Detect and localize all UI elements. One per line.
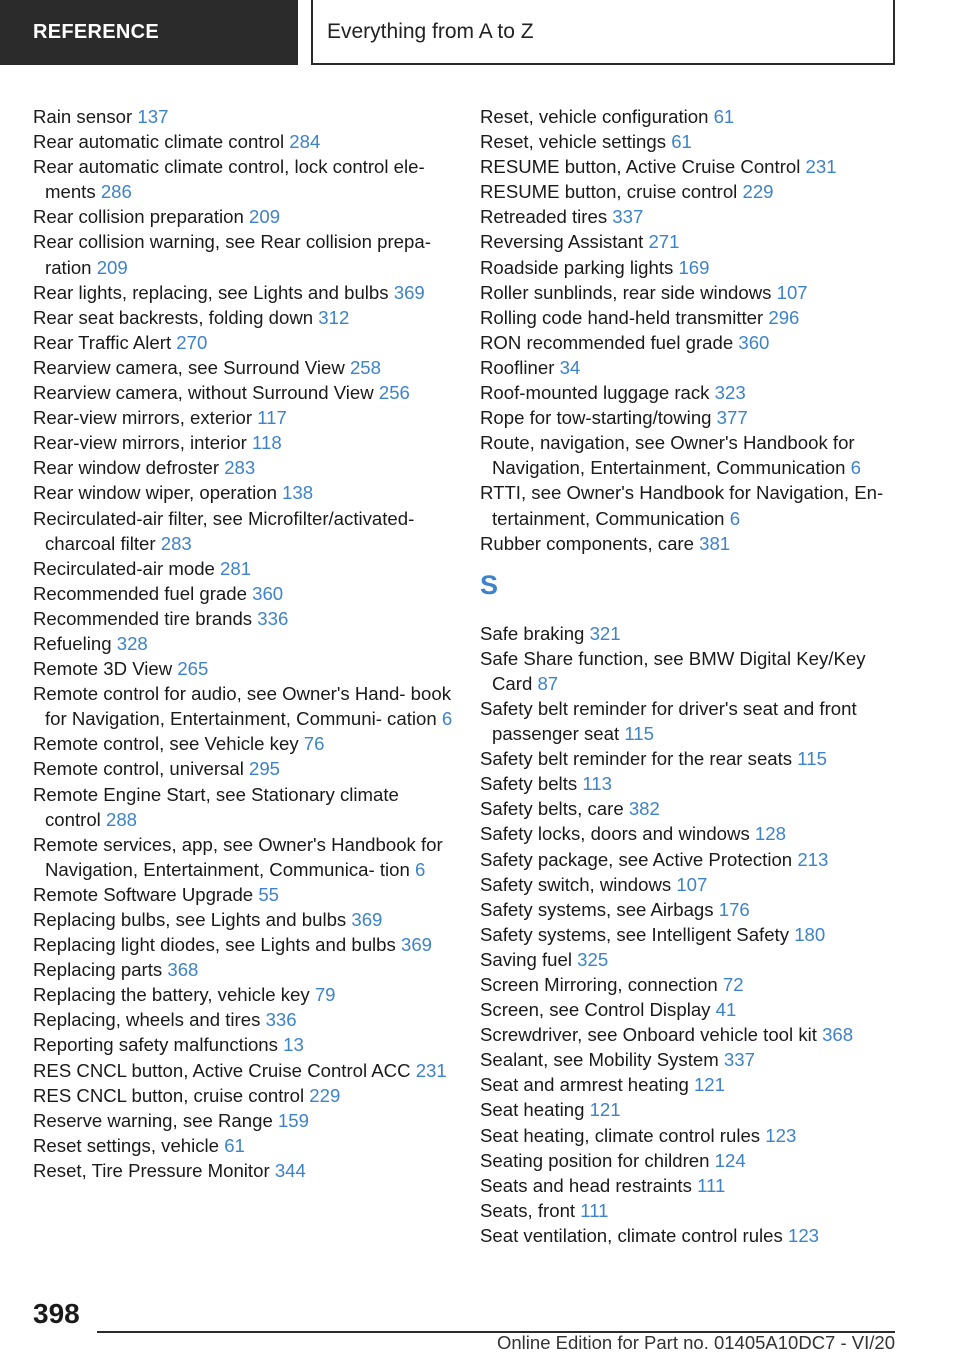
entry-text: Remote control for audio, see Owner's Hand‐ book for Navigation, Entertainment, Communi‐ cation [33, 683, 451, 730]
index-entry [480, 922, 900, 947]
index-entry [33, 631, 453, 656]
index-entry [480, 179, 900, 204]
page-link[interactable]: 61 [224, 1134, 245, 1156]
index-entry [480, 897, 900, 922]
entry-text: Safety systems, see Airbags [480, 898, 719, 920]
entry-text: Retreaded tires [480, 206, 613, 228]
page-number: 398 [33, 1298, 80, 1329]
entry-text: Roof-mounted luggage rack [480, 382, 715, 404]
index-entry [480, 229, 900, 254]
entry-text: Screwdriver, see Onboard vehicle tool kit [480, 1024, 823, 1046]
entry-text: Replacing parts [33, 959, 168, 981]
page-link[interactable]: 336 [257, 607, 289, 629]
page-link[interactable]: 369 [351, 909, 383, 930]
entry-text: Safety switch, windows [480, 873, 677, 895]
page-link[interactable]: 312 [318, 306, 350, 328]
index-entry [33, 355, 453, 380]
entry-text: Screen Mirroring, connection [480, 974, 723, 995]
entry-text: RES CNCL button, cruise control [33, 1084, 310, 1106]
page-link[interactable]: 41 [715, 999, 737, 1021]
page-link[interactable]: 137 [137, 106, 169, 127]
page-link[interactable]: 123 [787, 1224, 820, 1246]
entry-text: RESUME button, Active Cruise Control [480, 156, 806, 178]
index-entry [33, 782, 453, 832]
index-entry [33, 1108, 453, 1133]
page-link[interactable]: 115 [624, 723, 654, 745]
entry-text: Reserve warning, see Range [33, 1109, 278, 1131]
entry-text: Safety belts [480, 773, 583, 795]
page-link[interactable]: 113 [582, 773, 612, 795]
page-link[interactable]: 344 [274, 1159, 306, 1181]
index-entry [33, 882, 453, 907]
entry-text: Safety systems, see Intelligent Safety [480, 923, 795, 945]
page-link[interactable]: 209 [249, 206, 281, 228]
entry-text: Seats and head restraints [480, 1174, 698, 1196]
entry-text: Reset, vehicle settings [480, 131, 672, 153]
page-link[interactable]: 323 [714, 382, 746, 404]
index-entry [480, 255, 900, 280]
index-entry [480, 405, 900, 430]
index-entry [480, 997, 900, 1022]
entry-text: Safety belts, care [480, 798, 629, 820]
index-entry [33, 1058, 453, 1083]
page-link[interactable]: 117 [257, 407, 287, 429]
entry-text: Recirculated-air mode [33, 557, 221, 579]
entry-text: Reset, vehicle configuration [480, 106, 714, 127]
page-link[interactable]: 321 [589, 622, 621, 644]
entry-text: Rear collision preparation [33, 206, 250, 228]
chapter-header [311, 0, 895, 65]
entry-text: Recommended tire brands [33, 607, 258, 629]
entry-text: Rolling code hand-held transmitter [480, 306, 769, 328]
index-entry [33, 204, 453, 229]
index-entry [480, 847, 900, 872]
entry-text: Seating position for children [480, 1149, 715, 1171]
page-link[interactable]: 6 [729, 507, 741, 529]
index-entry [480, 1148, 900, 1173]
page-link[interactable]: 360 [738, 331, 770, 353]
index-entry [33, 957, 453, 982]
section-tab [0, 0, 298, 65]
index-entry [33, 1007, 453, 1032]
index-entry [33, 731, 453, 756]
entry-text: Rear collision warning, see Rear collision prepa‐ ration [33, 231, 431, 278]
page-link[interactable]: 369 [393, 281, 425, 303]
page-link[interactable]: 382 [628, 798, 660, 820]
index-entry [480, 1123, 900, 1148]
page-link[interactable]: 55 [258, 883, 279, 905]
index-entry [33, 1083, 453, 1108]
page-link[interactable]: 258 [349, 356, 381, 378]
index-entry [480, 972, 900, 997]
page-link[interactable]: 283 [224, 457, 256, 479]
page-link[interactable]: 111 [580, 1199, 609, 1221]
index-entry [33, 330, 453, 355]
page-link[interactable]: 169 [678, 256, 710, 278]
index-group-s [480, 621, 900, 1248]
entry-text: Route, navigation, see Owner's Handbook for Navigation, Entertainment, Communication [480, 432, 855, 479]
page-link[interactable]: 72 [722, 974, 744, 995]
index-entry [480, 821, 900, 846]
page-link[interactable]: 256 [378, 382, 410, 404]
page-link[interactable]: 121 [589, 1099, 621, 1121]
page-link[interactable]: 6 [441, 708, 453, 730]
chapter-title: Everything from A to Z [327, 19, 534, 43]
page-link[interactable]: 337 [723, 1049, 755, 1071]
index-entry [480, 480, 900, 530]
index-entry [33, 982, 453, 1007]
index-entry [480, 204, 900, 229]
entry-text: Seat heating, climate control rules [480, 1124, 766, 1146]
index-entry [33, 455, 453, 480]
page-link[interactable]: 6 [414, 858, 426, 880]
page-link[interactable]: 337 [612, 206, 644, 228]
entry-text: Rear lights, replacing, see Lights and bulbs [33, 281, 394, 303]
page-link[interactable]: 360 [252, 582, 284, 604]
entry-text: Replacing bulbs, see Lights and bulbs [33, 909, 352, 930]
page-link[interactable]: 180 [794, 923, 826, 945]
entry-text: Safety locks, doors and windows [480, 823, 755, 845]
page-link[interactable]: 118 [252, 432, 282, 454]
index-entry [33, 681, 453, 731]
index-entry [33, 756, 453, 781]
entry-text: Safety belt reminder for driver's seat and front passenger seat [480, 697, 857, 745]
index-entry [480, 771, 900, 796]
entry-text: Replacing the battery, vehicle key [33, 984, 315, 1006]
entry-text: Rear window wiper, operation [33, 482, 283, 504]
index-entry [480, 621, 900, 646]
index-entry [33, 104, 453, 129]
entry-text: Safety belt reminder for the rear seats [480, 748, 798, 770]
entry-text: Remote 3D View [33, 658, 178, 680]
page-link[interactable]: 377 [716, 407, 748, 429]
page-link[interactable]: 121 [693, 1074, 725, 1096]
index-entry [33, 305, 453, 330]
page-link[interactable]: 229 [309, 1084, 341, 1106]
index-entry [480, 154, 900, 179]
index-entry [480, 1097, 900, 1122]
index-entry [33, 154, 453, 204]
page-link[interactable]: 115 [797, 748, 827, 770]
entry-text: Reset, Tire Pressure Monitor [33, 1159, 275, 1181]
page-link[interactable]: 111 [697, 1174, 726, 1196]
entry-text: Rearview camera, without Surround View [33, 382, 379, 404]
page-link[interactable]: 368 [822, 1024, 854, 1046]
entry-text: Reversing Assistant [480, 231, 649, 253]
index-entry [480, 1173, 900, 1198]
entry-text: Recommended fuel grade [33, 582, 253, 604]
index-entry [480, 380, 900, 405]
index-group-r [480, 104, 900, 556]
page-link[interactable]: 369 [401, 934, 433, 956]
entry-text: RON recommended fuel grade [480, 331, 739, 353]
entry-text: Roadside parking lights [480, 256, 679, 278]
page-link[interactable]: 283 [160, 532, 192, 554]
index-entry [33, 556, 453, 581]
index-entry [480, 1223, 900, 1248]
index-entry [33, 1158, 453, 1183]
entry-text: Rain sensor [33, 106, 138, 127]
page-link[interactable]: 231 [805, 156, 837, 178]
index-column-right [480, 104, 900, 1248]
page-link[interactable]: 288 [105, 808, 138, 830]
page-link[interactable]: 61 [671, 131, 692, 153]
page-link[interactable]: 381 [699, 532, 731, 554]
index-letter-heading: S [480, 569, 499, 600]
entry-text: Seat ventilation, climate control rules [480, 1224, 788, 1246]
index-entry [33, 1133, 453, 1158]
entry-text: Roofliner [480, 356, 560, 378]
page-link[interactable]: 231 [415, 1059, 447, 1081]
index-entry [480, 531, 900, 556]
index-entry [33, 405, 453, 430]
page-link[interactable]: 159 [277, 1109, 309, 1131]
page-link[interactable]: 296 [768, 306, 800, 328]
index-entry [33, 129, 453, 154]
page-link[interactable]: 13 [283, 1034, 304, 1056]
index-entry [480, 1198, 900, 1223]
index-entry [480, 947, 900, 972]
page-link[interactable]: 123 [765, 1124, 797, 1146]
index-entry [480, 430, 900, 480]
index-entry [33, 606, 453, 631]
entry-text: Rear window defroster [33, 457, 225, 479]
entry-text: Rear-view mirrors, interior [33, 432, 253, 454]
entry-text: Remote control, universal [33, 758, 249, 780]
entry-text: Remote control, see Vehicle key [33, 733, 304, 755]
entry-text: Seat heating [480, 1099, 590, 1121]
index-entry [33, 656, 453, 681]
entry-text: Saving fuel [480, 948, 578, 970]
index-entry [480, 1022, 900, 1047]
index-entry [480, 104, 900, 129]
page-link[interactable]: 138 [282, 482, 314, 504]
index-entry [33, 480, 453, 505]
page-link[interactable]: 213 [797, 848, 829, 870]
entry-text: Rear Traffic Alert [33, 331, 177, 353]
page-link[interactable]: 79 [314, 984, 336, 1006]
entry-text: Seat and armrest heating [480, 1074, 694, 1096]
entry-text: Rubber components, care [480, 532, 700, 554]
page-link[interactable]: 271 [648, 231, 680, 253]
page-link[interactable]: 336 [265, 1009, 297, 1031]
entry-text: Remote services, app, see Owner's Handbook for Navigation, Entertainment, Communica‐ tion [33, 833, 443, 880]
page-link[interactable]: 6 [850, 457, 861, 479]
page-link[interactable]: 107 [776, 281, 808, 303]
index-entry [480, 796, 900, 821]
page-link[interactable]: 281 [220, 557, 252, 579]
index-entry [480, 696, 900, 746]
page-link[interactable]: 368 [167, 959, 199, 981]
page-link[interactable]: 270 [176, 331, 208, 353]
section-label: REFERENCE [33, 21, 160, 43]
index-entry [480, 355, 900, 380]
entry-text: RES CNCL button, Active Cruise Control ACC [33, 1059, 416, 1081]
entry-text: Refueling [33, 632, 117, 654]
index-entry [33, 280, 453, 305]
index-entry [480, 305, 900, 330]
page-link[interactable]: 76 [303, 733, 325, 755]
entry-text: Recirculated-air filter, see Microfilter/activated- charcoal filter [33, 507, 415, 554]
index-entry [33, 1032, 453, 1057]
page-link[interactable]: 265 [177, 658, 209, 680]
entry-text: Safe Share function, see BMW Digital Key/Key Card [480, 647, 866, 694]
entry-text: Rearview camera, see Surround View [33, 356, 350, 378]
entry-text: Rear automatic climate control, lock control ele‐ ments [33, 156, 425, 203]
index-entry [33, 506, 453, 556]
page-link[interactable]: 286 [100, 181, 132, 203]
page-link[interactable]: 124 [714, 1149, 746, 1171]
index-entry [480, 872, 900, 897]
index-entry [33, 932, 453, 957]
index-entry [33, 832, 453, 882]
entry-text: RESUME button, cruise control [480, 181, 743, 203]
entry-text: Rear-view mirrors, exterior [33, 407, 258, 429]
index-entry [480, 129, 900, 154]
index-entry [33, 229, 453, 279]
index-entry [480, 1072, 900, 1097]
page-link[interactable]: 34 [559, 356, 581, 378]
page-link[interactable]: 61 [713, 106, 735, 127]
page-link[interactable]: 176 [718, 898, 750, 920]
page-link[interactable]: 328 [116, 632, 148, 654]
page-link[interactable]: 295 [249, 758, 281, 780]
index-entry [480, 330, 900, 355]
page-link[interactable]: 284 [289, 131, 321, 153]
page-link[interactable]: 229 [742, 181, 774, 203]
page-link[interactable]: 107 [676, 873, 708, 895]
entry-text: Seats, front [480, 1199, 581, 1221]
index-entry [480, 646, 900, 696]
edition-note: Online Edition for Part no. 01405A10DC7 - VI/20 [497, 1332, 895, 1353]
entry-text: Sealant, see Mobility System [480, 1049, 724, 1071]
index-entry [480, 1047, 900, 1072]
page-link[interactable]: 325 [577, 948, 609, 970]
index-entry [480, 280, 900, 305]
entry-text: Replacing light diodes, see Lights and bulbs [33, 934, 401, 956]
entry-text: Reset settings, vehicle [33, 1134, 225, 1156]
entry-text: Rear automatic climate control [33, 131, 290, 153]
entry-text: Remote Engine Start, see Stationary climate control [33, 783, 399, 830]
page-link[interactable]: 209 [96, 256, 128, 278]
entry-text: RTTI, see Owner's Handbook for Navigation, En‐ tertainment, Communication [480, 482, 884, 529]
entry-text: Remote Software Upgrade [33, 883, 259, 905]
entry-text: Reporting safety malfunctions [33, 1034, 284, 1056]
index-entry [33, 380, 453, 405]
entry-text: Safety package, see Active Protection [480, 848, 798, 870]
entry-text: Screen, see Control Display [480, 999, 716, 1021]
page-link[interactable]: 87 [537, 672, 559, 694]
index-entry [480, 746, 900, 771]
entry-text: Rear seat backrests, folding down [33, 306, 319, 328]
index-column-left [33, 104, 453, 1183]
page-link[interactable]: 128 [754, 823, 786, 845]
entry-text: Rope for tow-starting/towing [480, 407, 717, 429]
entry-text: Replacing, wheels and tires [33, 1009, 266, 1031]
index-entry [33, 907, 453, 932]
index-entry [33, 430, 453, 455]
entry-text: Safe braking [480, 622, 590, 644]
entry-text: Roller sunblinds, rear side windows [480, 281, 777, 303]
index-entry [33, 581, 453, 606]
